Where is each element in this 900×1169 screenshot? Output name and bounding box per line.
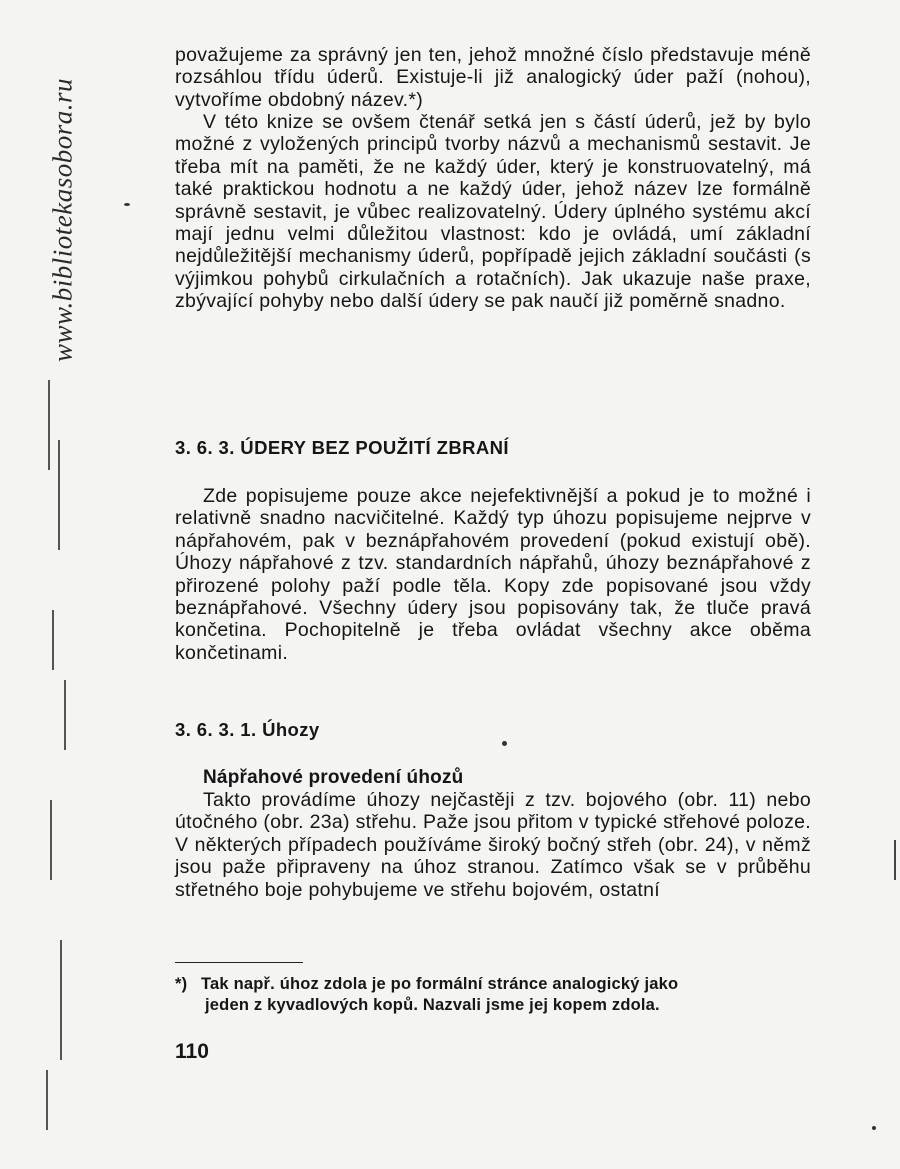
footnote [175, 974, 811, 1016]
subheading: Nápřahové provedení úhozů [203, 767, 464, 788]
footnote-rule [175, 962, 303, 963]
speck [502, 741, 507, 746]
page-edge-mark [894, 840, 896, 880]
main-text [175, 44, 811, 924]
paragraph-continuation: považujeme za správný jen ten, jehož množné číslo představuje méně rozsáhlou třídu úderů. Existuje-li již analogický úder paží (nohou), vytvoříme obdobný název.*) [175, 44, 811, 111]
footnote-line-2: jeden z kyvadlových kopů. Nazvali jsme jej kopem zdola. [205, 996, 660, 1014]
section-paragraph: Zde popisujeme pouze akce nejefektivnější a pokud je to možné i relativně snadno nacvičitelné. Každý typ úhozu popisujeme nejprve v nápřahovém, pak v beznápřahovém provedení (pokud existují obě). Úhozy nápřahové z tzv. standardních nápřahů, úhozy beznápřahové z přirozené polohy paží podle těla. Kopy zde popisované jsou vždy beznápřahové. Všechny údery jsou popisovány tak, že tluče pravá končetina. Pochopitelně je třeba ovládat všechny akce oběma končetinami. [175, 485, 811, 664]
binding-shadow [44, 380, 74, 1140]
watermark [48, 20, 78, 420]
sub-paragraph: Takto provádíme úhozy nejčastěji z tzv. bojového (obr. 11) nebo útočného (obr. 23a) střehu. Paže jsou přitom v typické střehové poloze. V některých případech používáme široký bočný střeh (obr. 24), v němž jsou paže připraveny na úhoz stranou. Zatímco však se v průběhu střetného boje pohybujeme ve střehu bojovém, ostatní [175, 789, 811, 901]
speck [124, 203, 130, 206]
paragraph-body: V této knize se ovšem čtenář setká jen s částí úderů, jež by bylo možné z vyložených principů tvorby názvů a mechanismů sestavit. Je třeba mít na paměti, že ne každý úder, který je konstruovatelný, má také praktickou hodnotu a ne každý úder, jehož název lze formálně správně sestavit, je vůbec realizovatelný. Údery úplného systému akcí mají jednu velmi důležitou vlastnost: kdo je ovládá, umí základní nejdůležitější mechanismy úderů, popřípadě jejich základní součásti (s výjimkou pohybů cirkulačních a rotačních). Jak ukazuje naše praxe, zbývající pohyby nebo další údery se pak naučí již poměrně snadno. [175, 111, 811, 313]
footnote-mark: *) [175, 975, 188, 993]
section-heading: 3. 6. 3. ÚDERY BEZ POUŽITÍ ZBRANÍ [175, 437, 509, 458]
page-number: 110 [175, 1040, 209, 1063]
subsection-heading: 3. 6. 3. 1. Úhozy [175, 719, 320, 740]
footnote-line-1: Tak např. úhoz zdola je po formální stránce analogický jako [201, 975, 679, 993]
speck [872, 1126, 876, 1130]
watermark-text: www.bibliotekasobora.ru [47, 77, 78, 363]
